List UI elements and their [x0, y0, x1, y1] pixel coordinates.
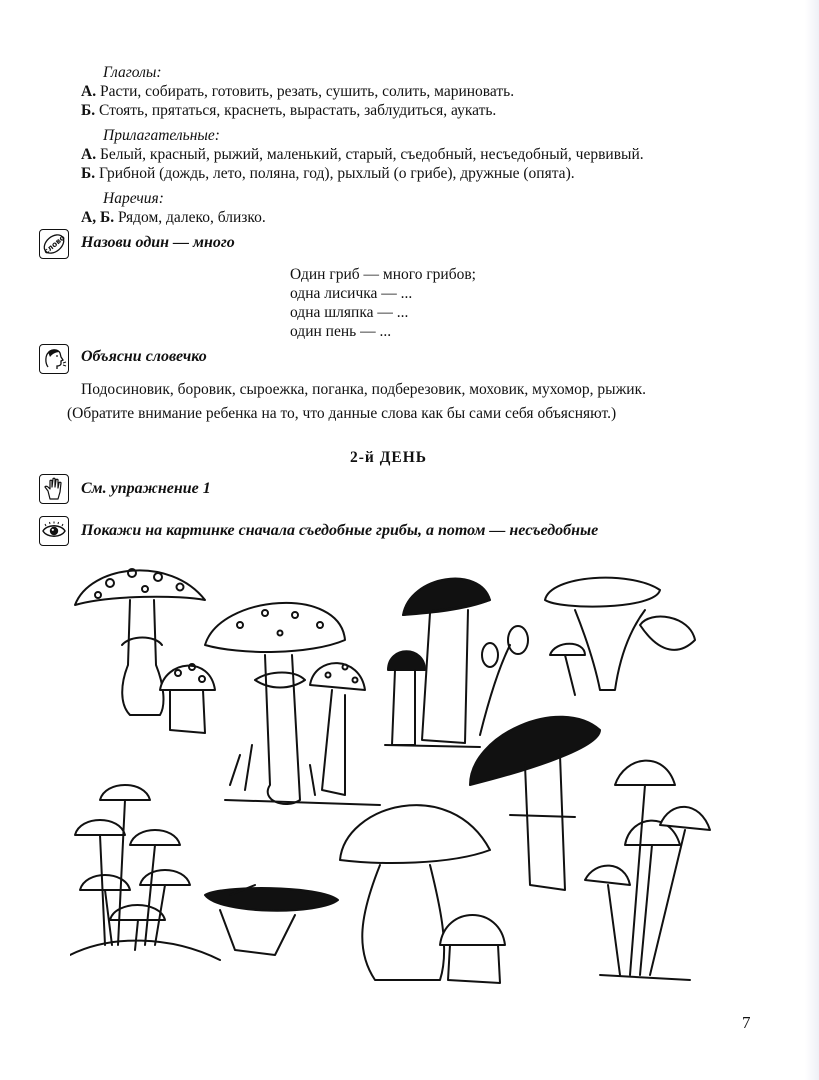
page-number: 7 [742, 1013, 751, 1032]
small-spotted-mushroom [160, 664, 215, 733]
russula-mushroom [205, 885, 338, 955]
fly-agaric-mushroom [75, 569, 205, 715]
boletus-mushroom [385, 579, 490, 747]
one-many-line-2: одна лисичка — ... [290, 285, 413, 302]
task-explain-title: Объясни словечко [81, 348, 207, 365]
day-heading: 2-й ДЕНЬ [350, 449, 428, 466]
adverbs-text: Рядом, далеко, близко. [117, 209, 266, 226]
mushrooms-illustration [70, 555, 720, 1000]
thin-mushrooms [585, 761, 710, 980]
page-edge [805, 0, 819, 1080]
adjectives-a-label: А. [81, 146, 97, 163]
small-toadstool [310, 663, 365, 795]
adjectives-b-row [81, 165, 575, 183]
verbs-a-text: Расти, собирать, готовить, резать, сушить, солить, мариновать. [99, 83, 515, 100]
verbs-heading: Глаголы: [103, 64, 162, 81]
verbs-a-label: А. [81, 83, 97, 100]
adverbs-heading: Наречия: [103, 190, 164, 207]
one-many-line-4: один пень — ... [290, 323, 392, 340]
eye-icon [39, 516, 69, 546]
adjectives-b-label: Б. [81, 165, 96, 182]
task-one-many-title: Назови один — много [81, 234, 235, 251]
adverbs-row [81, 209, 266, 227]
verbs-b-text: Стоять, прятаться, краснеть, вырастать, заблудиться, аукать. [99, 102, 497, 119]
adjectives-a-row [81, 146, 644, 164]
birch-bolete-mushroom [340, 805, 505, 983]
adverbs-label: А, Б. [81, 209, 115, 226]
chanterelle-mushrooms [545, 578, 695, 695]
one-many-line-1: Один гриб — много грибов; [290, 266, 476, 283]
svg-text:слово: слово [41, 232, 67, 256]
task-show-title: Покажи на картинке сначала съедобные грибы, а потом — несъедобные [81, 522, 599, 539]
honey-agaric-mushrooms [70, 785, 220, 960]
porcini-mushroom [470, 717, 600, 890]
speaking-face-icon [39, 344, 69, 374]
task-exercise-title: См. упражнение 1 [81, 480, 211, 497]
slovo-icon [39, 229, 69, 259]
adjectives-b-text: Грибной (дождь, лето, поляна, год), рыхлый (о грибе), дружные (опята). [99, 165, 575, 182]
explain-note: (Обратите внимание ребенка на то, что данные слова как бы сами себя объясняют.) [67, 405, 617, 422]
explain-words: Подосиновик, боровик, сыроежка, поганка, подберезовик, моховик, мухомор, рыжик. [81, 381, 646, 398]
adjectives-heading: Прилагательные: [103, 127, 220, 144]
hand-icon [39, 474, 69, 504]
adjectives-a-text: Белый, красный, рыжий, маленький, старый, съедобный, несъедобный, червивый. [99, 146, 644, 163]
verbs-a-row [81, 83, 514, 101]
verbs-b-row [81, 102, 496, 120]
verbs-b-label: Б. [81, 102, 96, 119]
one-many-line-3: одна шляпка — ... [290, 304, 409, 321]
